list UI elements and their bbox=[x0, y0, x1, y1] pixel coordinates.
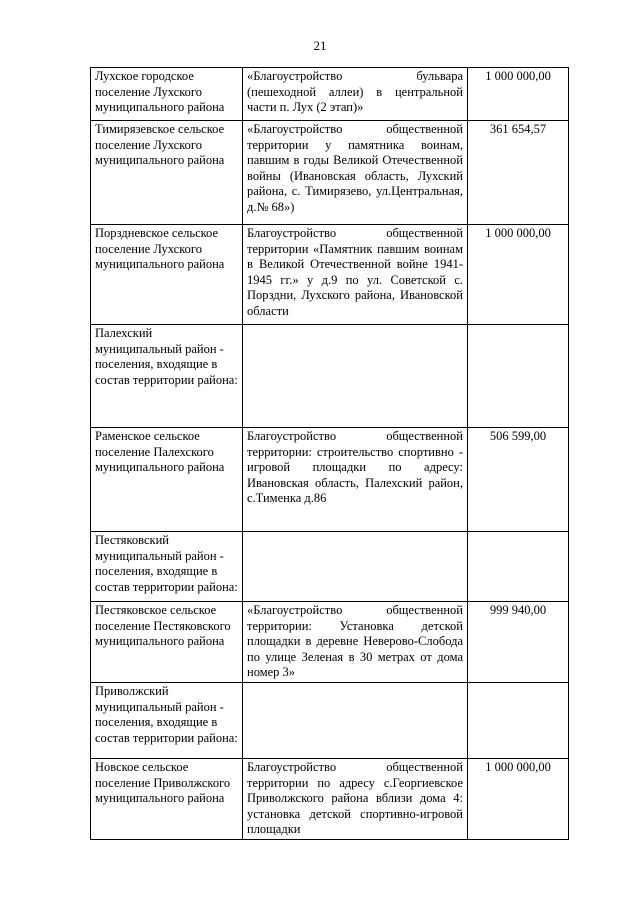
table-row bbox=[91, 758, 569, 839]
recipient-cell: Пестяковское сельское поселение Пестяковского муниципального района bbox=[91, 602, 243, 683]
section-cell: Приволжский муниципальный район - поселения, входящие в состав территории района: bbox=[91, 682, 243, 758]
recipient-cell: Порздневское сельское поселение Лухского муниципального района bbox=[91, 225, 243, 325]
table-row bbox=[91, 121, 569, 225]
table-row bbox=[91, 428, 569, 532]
table-row bbox=[91, 682, 569, 758]
table-row bbox=[91, 225, 569, 325]
amount-cell bbox=[468, 532, 569, 602]
project-cell: «Благоустройство бульвара (пешеходной аллеи) в центральной части п. Лух (2 этап)» bbox=[243, 68, 468, 121]
project-cell bbox=[243, 325, 468, 428]
amount-cell: 1 000 000,00 bbox=[468, 68, 569, 121]
amount-cell: 999 940,00 bbox=[468, 602, 569, 683]
table-row bbox=[91, 68, 569, 121]
amount-cell bbox=[468, 682, 569, 758]
project-cell: Благоустройство общественной территории по адресу с.Георгиевское Приволжского района вблизи дома 4: установка детской спортивно-игровой площадки bbox=[243, 758, 468, 839]
project-cell: Благоустройство общественной территории: строительство спортивно - игровой площадки по адресу: Ивановская область, Палехский район, с.Тименка д.86 bbox=[243, 428, 468, 532]
page-number: 21 bbox=[313, 38, 327, 53]
table-row bbox=[91, 532, 569, 602]
table-row bbox=[91, 602, 569, 683]
project-cell: «Благоустройство общественной территории у памятника воинам, павшим в годы Великой Отечественной войны (Ивановская область, Лухский района, с. Тимирязево, ул.Центральная, д.№ 68») bbox=[243, 121, 468, 225]
amount-cell bbox=[468, 325, 569, 428]
grant-table bbox=[90, 67, 569, 840]
amount-cell: 1 000 000,00 bbox=[468, 758, 569, 839]
table-row bbox=[91, 325, 569, 428]
project-cell: «Благоустройство общественной территории: Установка детской площадки в деревне Неверово-Слобода по улице Зеленая в 30 метрах от дома номер 3» bbox=[243, 602, 468, 683]
project-cell: Благоустройство общественной территории «Памятник павшим воинам в Великой Отечественной войне 1941-1945 гг.» у д.9 по ул. Советской с. Порздни, Лухского района, Ивановской области bbox=[243, 225, 468, 325]
amount-cell: 1 000 000,00 bbox=[468, 225, 569, 325]
recipient-cell: Тимирязевское сельское поселение Лухского муниципального района bbox=[91, 121, 243, 225]
section-cell: Палехский муниципальный район - поселения, входящие в состав территории района: bbox=[91, 325, 243, 428]
amount-cell: 506 599,00 bbox=[468, 428, 569, 532]
recipient-cell: Раменское сельское поселение Палехского муниципального района bbox=[91, 428, 243, 532]
recipient-cell: Лухское городское поселение Лухского муниципального района bbox=[91, 68, 243, 121]
recipient-cell: Новское сельское поселение Приволжского муниципального района bbox=[91, 758, 243, 839]
project-cell bbox=[243, 682, 468, 758]
project-cell bbox=[243, 532, 468, 602]
amount-cell: 361 654,57 bbox=[468, 121, 569, 225]
section-cell: Пестяковский муниципальный район - поселения, входящие в состав территории района: bbox=[91, 532, 243, 602]
